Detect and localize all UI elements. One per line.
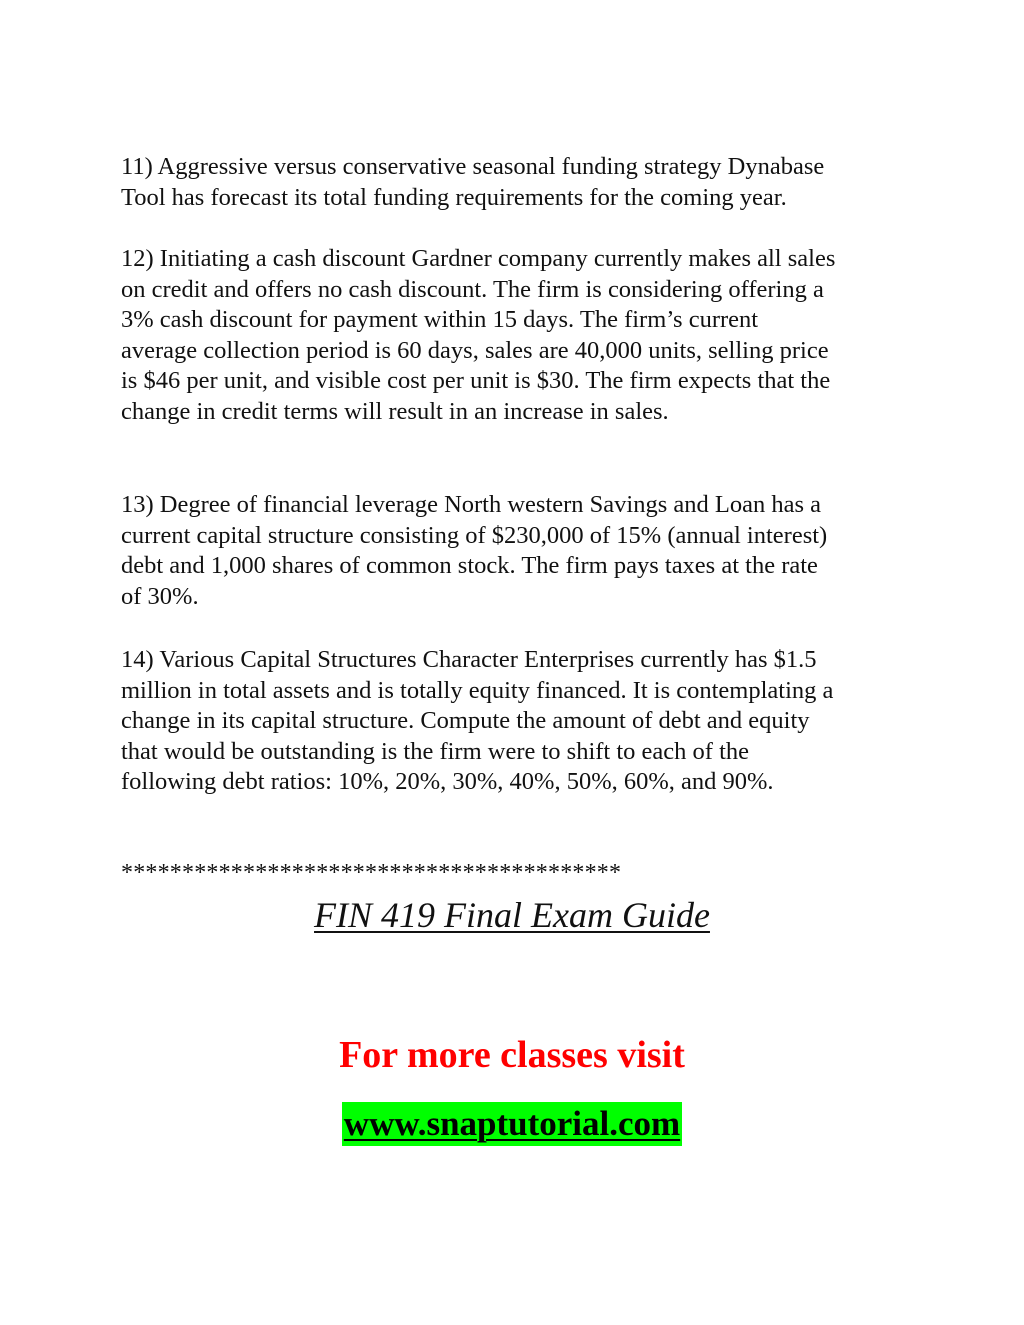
- visit-heading: For more classes visit: [339, 1034, 685, 1076]
- question-11: 11) Aggressive versus conservative seasonal funding strategy Dynabase Tool has forecast its total funding requirements for the coming year.: [121, 153, 825, 211]
- guide-title: [0, 894, 1024, 936]
- question-12: 12) Initiating a cash discount Gardner company currently makes all sales on credit and offers no cash discount. The firm is considering offering a 3% cash discount for payment within 15 days. The firm’s current average collection period is 60 days, sales are 40,000 units, selling price is $46 per unit, and visible cost per unit is $30. The firm expects that the change in credit terms will result in an increase in sales.: [121, 245, 836, 425]
- guide-title-text: FIN 419 Final Exam Guide: [314, 895, 710, 935]
- url-container: [0, 1102, 1024, 1146]
- question-13: 13) Degree of financial leverage North western Savings and Loan has a current capital structure consisting of $230,000 of 15% (annual interest) debt and 1,000 shares of common stock. The firm pays taxes at the rate of 30%.: [121, 491, 828, 610]
- asterisk-divider: *****************************************: [121, 860, 622, 886]
- website-link[interactable]: www.snaptutorial.com: [342, 1102, 682, 1146]
- question-14: 14) Various Capital Structures Character Enterprises currently has $1.5 million in total assets and is totally equity financed. It is contemplating a change in its capital structure. Compute the amount of debt and equity that would be outstanding is the firm were to shift to each of the following debt ratios: 10%, 20%, 30%, 40%, 50%, 60%, and 90%.: [121, 646, 834, 795]
